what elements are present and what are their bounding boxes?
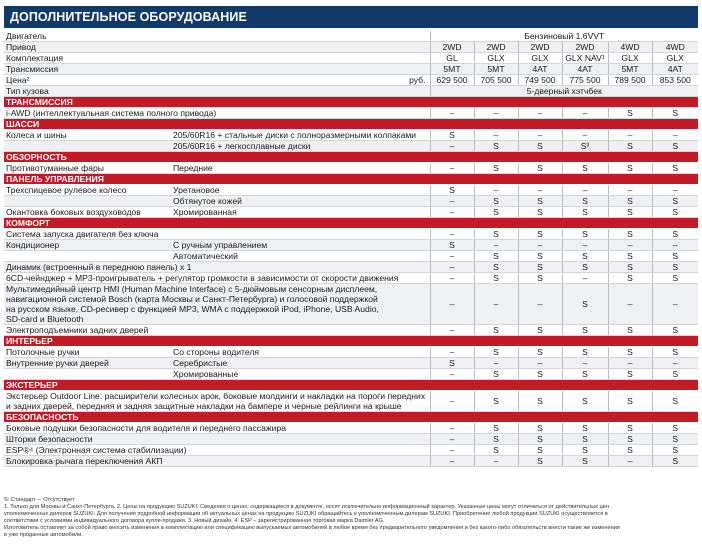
transmission-cell: 5MT [608,64,652,75]
feature-value: S [562,369,608,380]
feature-value: – [430,391,474,412]
feature-value: S [518,369,562,380]
feature-label: Шторки безопасности [4,434,430,445]
section-interior [4,336,698,347]
feature-value: – [518,130,562,141]
row-shift-lock [4,456,698,467]
feature-value: – [430,456,474,467]
feature-value: – [474,358,518,369]
feature-value: S [518,423,562,434]
feature-value: S [652,262,698,273]
feature-value: S [430,240,474,251]
feature-value: S [562,423,608,434]
section-title: КОМФОРТ [4,218,698,229]
feature-value: S [608,229,652,240]
trim-label: Комплектация [4,53,430,64]
feature-value: S [652,391,698,412]
feature-label: i-AWD (интеллектуальная система полного привода) [4,108,430,119]
feature-value: S [608,262,652,273]
feature-option: Хромированная [170,207,430,218]
row-handles-silver [4,358,698,369]
engine-label: Двигатель [4,31,430,42]
feature-label [4,391,430,412]
feature-value: S [608,141,652,152]
feature-value: S [608,347,652,358]
feature-value: S [652,347,698,358]
row-hmi [4,284,698,325]
section-title: ШАССИ [4,119,698,130]
feature-value: S [608,251,652,262]
footnote-line: 1. Только для Москвы и Санкт-Петербурга. 2. Цены на продукцию SUZUKI. Сведения о ценах, содержащиеся в документе, носят исключительно информационный характер. Указанные цены могут отличаться от действительных цен [4,504,609,510]
feature-value: S [518,141,562,152]
feature-value: – [430,108,474,119]
feature-value: – [430,434,474,445]
feature-option: Обтянутое кожей [170,196,430,207]
feature-value: – [608,130,652,141]
section-title: ОБЗОРНОСТЬ [4,152,698,163]
footnote [4,497,698,539]
feature-value: – [430,251,474,262]
section-title: БЕЗОПАСНОСТЬ [4,412,698,423]
section-title: ТРАНСМИССИЯ [4,97,698,108]
feature-value: – [518,240,562,251]
transmission-cell: 5MT [474,64,518,75]
feature-value: – [562,185,608,196]
trim-cell: GLX [652,53,698,64]
feature-label: Кондиционер [4,240,170,251]
feature-value: S [474,423,518,434]
feature-value: – [562,273,608,284]
feature-value: S [562,445,608,456]
feature-value: – [652,358,698,369]
feature-label [4,284,430,325]
feature-value: S [474,273,518,284]
feature-option: Хромированные [170,369,430,380]
feature-value: S [652,229,698,240]
feature-value: S [474,369,518,380]
feature-label-line: Экстерьер Outdoor Line: расширители колесных арок, боковые молдинги и накладки на пороги передних [6,391,426,401]
feature-value: – [430,262,474,273]
feature-value: S [474,141,518,152]
row-wheels-alloy [4,141,698,152]
feature-value: S [608,445,652,456]
feature-value: – [474,284,518,325]
transmission-cell: 4AT [652,64,698,75]
feature-label-line: и задних дверей, передняя и задняя защитные накладки на бампере и черные рейлинги на крыше [6,401,402,411]
transmission-cell: 5MT [430,64,474,75]
feature-value: S [430,358,474,369]
feature-value: S [474,445,518,456]
transmission-row [4,64,698,75]
feature-value: S [608,325,652,336]
feature-value: S [608,434,652,445]
section-dashboard [4,174,698,185]
feature-value: S [652,369,698,380]
feature-value: S [608,163,652,174]
trim-cell: GLX [474,53,518,64]
feature-value: S [562,262,608,273]
feature-value: S [474,251,518,262]
feature-value: – [652,185,698,196]
section-title: ИНТЕРЬЕР [4,336,698,347]
row-ceiling-handles [4,347,698,358]
feature-value: – [474,130,518,141]
feature-value: – [518,108,562,119]
feature-value: – [430,284,474,325]
feature-label-line: SD-card и Bluetooth [6,314,84,324]
feature-value: – [562,108,608,119]
row-keyless [4,229,698,240]
feature-value: S [652,196,698,207]
row-curtains [4,434,698,445]
feature-label: Трехспицевое рулевое колесо [4,185,170,196]
feature-value: – [430,207,474,218]
feature-label: ESP®⁴ (Электронная система стабилизации) [4,445,430,456]
feature-label: Блокировка рычага переключения АКП [4,456,430,467]
feature-label: Динамик (встроенный в переднюю панель) x 1 [4,262,430,273]
footnote-line: Изготовитель оставляет за собой право вносить изменения в комплектацию или спецификацию выпускаемых автомобилей в любое время без предварительного уведомления и без какого-либо обязательств внести такие же изменения [4,525,620,531]
price-unit: руб. [170,75,430,86]
row-steering-urethane [4,185,698,196]
price-row [4,75,698,86]
feature-value: S [474,163,518,174]
feature-value: S [562,325,608,336]
row-iawd [4,108,698,119]
feature-value: S [608,196,652,207]
row-cd-changer [4,273,698,284]
footnote-line: в уже проданные автомобили. [4,532,83,538]
body-type-value: 5-дверный хэтчбек [430,86,698,97]
feature-value: S [652,251,698,262]
drive-cell: 4WD [608,42,652,53]
feature-value: – [652,284,698,325]
feature-value: S [562,284,608,325]
feature-option: Со стороны водителя [170,347,430,358]
feature-value: S [562,251,608,262]
feature-value: – [430,229,474,240]
feature-value: S [652,434,698,445]
feature-value: – [562,240,608,251]
feature-value: – [608,185,652,196]
feature-value: S [518,434,562,445]
row-side-airbags [4,423,698,434]
price-cell: 629 500 [430,75,474,86]
feature-label: Окантовка боковых воздуховодов [4,207,170,218]
feature-label: Система запуска двигателя без ключа [4,229,430,240]
section-visibility [4,152,698,163]
feature-value: – [430,423,474,434]
feature-value: S [518,325,562,336]
feature-value: – [608,456,652,467]
feature-value: S [652,325,698,336]
footnote-line: уполномоченных дилеров SUZUKI. Для получения подробной информации об актуальных ценах на продукцию SUZUKI обращайтесь к уполномоченным дилерам SUZUKI. Приобретение любой продукции SUZUKI осуществляется в [4,511,608,517]
price-label: Цена² [4,75,170,86]
feature-value: S [518,163,562,174]
transmission-label: Трансмиссия [4,64,430,75]
feature-value: – [608,358,652,369]
feature-value: – [652,240,698,251]
feature-value: S [518,262,562,273]
trim-row [4,53,698,64]
feature-value: – [562,358,608,369]
drive-row [4,42,698,53]
row-esp [4,445,698,456]
feature-value: – [518,284,562,325]
engine-row [4,31,698,42]
feature-value: S [474,207,518,218]
feature-option: С ручным управлением [170,240,430,251]
feature-label-line: Мультимедийный центр HMI (Human Machine Interface) с 5-дюймовым сенсорным дисплеем, [6,284,378,294]
feature-value: S³ [562,141,608,152]
trim-cell: GLX NAV¹ [562,53,608,64]
feature-value: – [430,196,474,207]
feature-value: S [518,196,562,207]
row-handles-chrome [4,369,698,380]
drive-cell: 2WD [518,42,562,53]
feature-value: S [562,456,608,467]
feature-value: – [430,273,474,284]
feature-option: Уретановое [170,185,430,196]
section-title: ПАНЕЛЬ УПРАВЛЕНИЯ [4,174,698,185]
feature-value: S [518,391,562,412]
trim-cell: GLX [608,53,652,64]
feature-value: S [474,325,518,336]
row-ac-auto [4,251,698,262]
drive-cell: 2WD [562,42,608,53]
row-vent-trim [4,207,698,218]
feature-value: S [518,456,562,467]
feature-value: S [652,456,698,467]
feature-option: Передние [170,163,430,174]
footnote-line: соответствии с условиями индивидуального договора купли-продажи. 3. Новый дизайн. 4. ESP – зарегистрированная торговая марка Daimler AG. [4,518,385,524]
price-cell: 749 500 [518,75,562,86]
feature-value: S [430,130,474,141]
feature-value: S [562,163,608,174]
drive-cell: 4WD [652,42,698,53]
feature-value: S [474,196,518,207]
feature-value: S [562,229,608,240]
transmission-cell: 4AT [518,64,562,75]
feature-value: S [562,196,608,207]
section-title: ЭКСТЕРЬЕР [4,380,698,391]
feature-value: S [652,207,698,218]
section-chassis [4,119,698,130]
feature-value: – [608,284,652,325]
feature-label-line: на русском языке, CD-ресивер с функцией MP3, WMA с поддержкой iPod, iPhone, USB Audio, [6,304,379,314]
feature-value: – [430,369,474,380]
equipment-table [4,31,698,467]
feature-value: – [430,325,474,336]
feature-value: S [608,273,652,284]
feature-value: S [474,434,518,445]
feature-label: Потолочные ручки [4,347,170,358]
feature-value: – [430,347,474,358]
feature-value: S [608,108,652,119]
row-wheels-steel [4,130,698,141]
feature-value: – [562,130,608,141]
feature-label: Внутренние ручки дверей [4,358,170,369]
feature-value: S [562,347,608,358]
feature-value: S [608,207,652,218]
feature-value: – [652,130,698,141]
feature-value: S [474,347,518,358]
drive-cell: 2WD [474,42,518,53]
feature-value: – [474,456,518,467]
feature-label-line: навигационной системой Bosch (карта Москвы и Санкт-Петербурга) и голосовой поддержкой [6,294,378,304]
price-cell: 775 500 [562,75,608,86]
row-fog-lights [4,163,698,174]
feature-value: – [430,141,474,152]
feature-value: S [652,141,698,152]
transmission-cell: 4AT [562,64,608,75]
feature-value: S [562,391,608,412]
row-steering-leather [4,196,698,207]
feature-option: Серебристые [170,358,430,369]
price-cell: 789 500 [608,75,652,86]
feature-value: S [474,262,518,273]
feature-value: S [562,207,608,218]
section-transmission [4,97,698,108]
feature-value: – [518,185,562,196]
feature-value: S [562,434,608,445]
feature-value: S [652,108,698,119]
feature-value: S [518,273,562,284]
feature-value: S [652,423,698,434]
feature-value: S [518,251,562,262]
price-cell: 705 500 [474,75,518,86]
body-type-label: Тип кузова [4,86,430,97]
feature-value: S [518,207,562,218]
feature-value: S [518,445,562,456]
section-exterior [4,380,698,391]
price-cell: 853 500 [652,75,698,86]
feature-value: S [430,185,474,196]
feature-value: S [518,347,562,358]
feature-value: – [518,358,562,369]
feature-label: 6CD-чейнджер + MP3-проигрыватель + регулятор громкости в зависимости от скорости движения [4,273,430,284]
feature-value: – [608,240,652,251]
page-title: ДОПОЛНИТЕЛЬНОЕ ОБОРУДОВАНИЕ [4,6,698,28]
feature-option: 205/60R16 + стальные диски с полноразмерными колпаками [170,130,430,141]
feature-label: Электроподъемники задних дверей [4,325,430,336]
trim-cell: GLX [518,53,562,64]
feature-option: 205/60R16 + легкосплавные диски [170,141,430,152]
row-outdoor-line [4,391,698,412]
row-rear-windows [4,325,698,336]
feature-value: S [608,369,652,380]
section-safety [4,412,698,423]
feature-value: – [430,445,474,456]
body-type-row [4,86,698,97]
footnote-legend: S: Стандарт –: Отсутствует [4,497,75,503]
trim-cell: GL [430,53,474,64]
feature-label: Противотуманные фары [4,163,170,174]
feature-value: S [474,229,518,240]
section-comfort [4,218,698,229]
drive-cell: 2WD [430,42,474,53]
feature-value: S [608,423,652,434]
feature-value: – [474,108,518,119]
row-speaker [4,262,698,273]
feature-value: S [652,163,698,174]
feature-label: Боковые подушки безопасности для водителя и переднего пассажира [4,423,430,434]
feature-option: Автоматический [170,251,430,262]
feature-value: – [474,185,518,196]
feature-label: Колеса и шины [4,130,170,141]
drive-label: Привод [4,42,430,53]
feature-value: S [652,273,698,284]
row-ac-manual [4,240,698,251]
feature-value: – [474,240,518,251]
feature-value: S [518,229,562,240]
feature-value: S [474,391,518,412]
engine-value: Бензиновый 1.6VVT [430,31,698,42]
feature-value: S [608,391,652,412]
feature-value: – [430,163,474,174]
feature-value: S [652,445,698,456]
